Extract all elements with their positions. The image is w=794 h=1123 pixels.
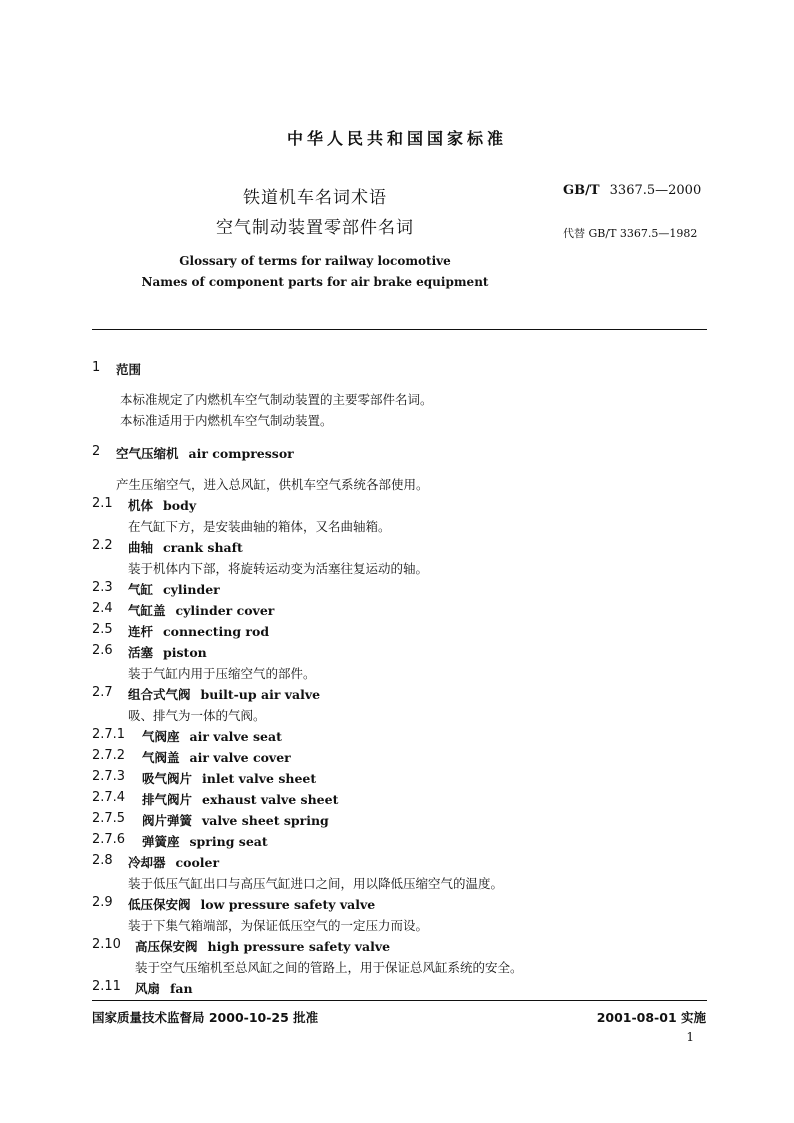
term-en: inlet valve sheet: [202, 771, 317, 786]
section-description: 装于机体内下部，将旋转运动变为活塞往复运动的轴。: [128, 561, 429, 576]
section-heading: [116, 360, 141, 378]
term-cn: 气阀座: [142, 729, 180, 744]
term-en: built-up air valve: [200, 687, 321, 702]
section-heading: [142, 790, 338, 808]
section-number: 2.7.1: [92, 727, 126, 742]
term-en: cooler: [175, 855, 220, 870]
section-number: 2.7.5: [92, 811, 126, 826]
standard-prefix: GB/T: [563, 183, 600, 198]
term-cn: 范围: [116, 362, 142, 377]
term-en: air valve seat: [189, 729, 282, 744]
term-cn: 气缸盖: [128, 603, 166, 618]
section-heading: [128, 685, 320, 703]
term-cn: 吸气阀片: [142, 771, 193, 786]
section-heading: [142, 832, 268, 850]
term-cn: 曲轴: [128, 540, 154, 555]
section-number: 2.7.3: [92, 769, 126, 784]
term-en: exhaust valve sheet: [202, 792, 339, 807]
term-cn: 机体: [128, 498, 154, 513]
section-heading: [142, 811, 329, 829]
standard-number: [563, 183, 701, 198]
term-en: high pressure safety valve: [207, 939, 391, 954]
title-cn-line2: 空气制动装置零部件名词: [216, 218, 414, 238]
term-en: valve sheet spring: [202, 813, 329, 828]
term-cn: 组合式气阀: [128, 687, 191, 702]
section-heading: [128, 895, 375, 913]
term-cn: 弹簧座: [142, 834, 180, 849]
section-heading: [128, 496, 196, 514]
term-cn: 高压保安阀: [135, 939, 198, 954]
term-en: spring seat: [189, 834, 268, 849]
section-heading: [135, 979, 193, 997]
section-heading: [142, 727, 282, 745]
term-cn: 气阀盖: [142, 750, 180, 765]
term-cn: 活塞: [128, 645, 154, 660]
term-en: cylinder: [163, 582, 220, 597]
section-number: 2.6: [92, 643, 113, 658]
title-en-line2: Names of component parts for air brake equipment: [141, 275, 489, 289]
section-number: 2.5: [92, 622, 113, 637]
section-heading: [128, 538, 243, 556]
section-heading: [142, 769, 316, 787]
implementation-date: 2001-08-01 实施: [596, 1010, 706, 1025]
term-cn: 气缸: [128, 582, 154, 597]
section-number: 2.1: [92, 496, 113, 511]
section-number: 2.2: [92, 538, 113, 553]
section-description: 产生压缩空气，进入总风缸，供机车空气系统各部使用。: [116, 477, 429, 492]
term-en: crank shaft: [163, 540, 243, 555]
footer-divider: [92, 1000, 707, 1001]
section-description: 本标准适用于内燃机车空气制动装置。: [120, 413, 333, 428]
section-number: 2.3: [92, 580, 113, 595]
term-cn: 空气压缩机: [116, 446, 179, 461]
title-cn-line1: 铁道机车名词术语: [243, 188, 387, 208]
section-description: 装于低压气缸出口与高压气缸进口之间，用以降低压缩空气的温度。: [128, 876, 504, 891]
section-heading: [128, 580, 220, 598]
section-description: 装于气缸内用于压缩空气的部件。: [128, 666, 316, 681]
section-number: 1: [92, 360, 101, 375]
section-heading: [128, 853, 219, 871]
section-number: 2.8: [92, 853, 113, 868]
approval-statement: 国家质量技术监督局 2000-10-25 批准: [92, 1010, 319, 1025]
term-en: fan: [170, 981, 193, 996]
section-description: 在气缸下方，是安装曲轴的箱体，又名曲轴箱。: [128, 519, 391, 534]
term-en: cylinder cover: [175, 603, 275, 618]
section-number: 2.11: [92, 979, 121, 994]
section-description: 装于空气压缩机至总风缸之间的管路上，用于保证总风缸系统的安全。: [135, 960, 523, 975]
section-heading: [128, 622, 269, 640]
section-number: 2.7.6: [92, 832, 126, 847]
section-heading: [116, 444, 294, 462]
section-number: 2.7.4: [92, 790, 126, 805]
term-cn: 风扇: [135, 981, 161, 996]
section-heading: [128, 643, 207, 661]
term-cn: 低压保安阀: [128, 897, 191, 912]
page-number: 1: [686, 1030, 694, 1044]
section-heading: [128, 601, 274, 619]
term-en: piston: [163, 645, 207, 660]
replaces-standard: 代替 GB/T 3367.5—1982: [563, 227, 698, 240]
section-heading: [135, 937, 390, 955]
section-number: 2.4: [92, 601, 113, 616]
term-en: low pressure safety valve: [200, 897, 376, 912]
section-heading: [142, 748, 291, 766]
term-en: air valve cover: [189, 750, 291, 765]
standard-number-value: 3367.5—2000: [609, 183, 702, 198]
section-description: 吸、排气为一体的气阀。: [128, 708, 266, 723]
header-divider: [92, 329, 707, 330]
term-en: body: [163, 498, 197, 513]
section-description: 装于下集气箱端部，为保证低压空气的一定压力而设。: [128, 918, 429, 933]
section-number: 2.9: [92, 895, 113, 910]
title-en-line1: Glossary of terms for railway locomotive: [179, 254, 451, 268]
term-cn: 连杆: [128, 624, 154, 639]
term-en: air compressor: [188, 446, 294, 461]
term-cn: 冷却器: [128, 855, 166, 870]
section-description: 本标准规定了内燃机车空气制动装置的主要零部件名词。: [120, 392, 433, 407]
national-standard-label: 中华人民共和国国家标准: [286, 129, 507, 148]
section-number: 2.10: [92, 937, 121, 952]
section-number: 2.7: [92, 685, 113, 700]
section-number: 2.7.2: [92, 748, 126, 763]
term-en: connecting rod: [163, 624, 270, 639]
section-number: 2: [92, 444, 101, 459]
term-cn: 阀片弹簧: [142, 813, 193, 828]
term-cn: 排气阀片: [142, 792, 193, 807]
